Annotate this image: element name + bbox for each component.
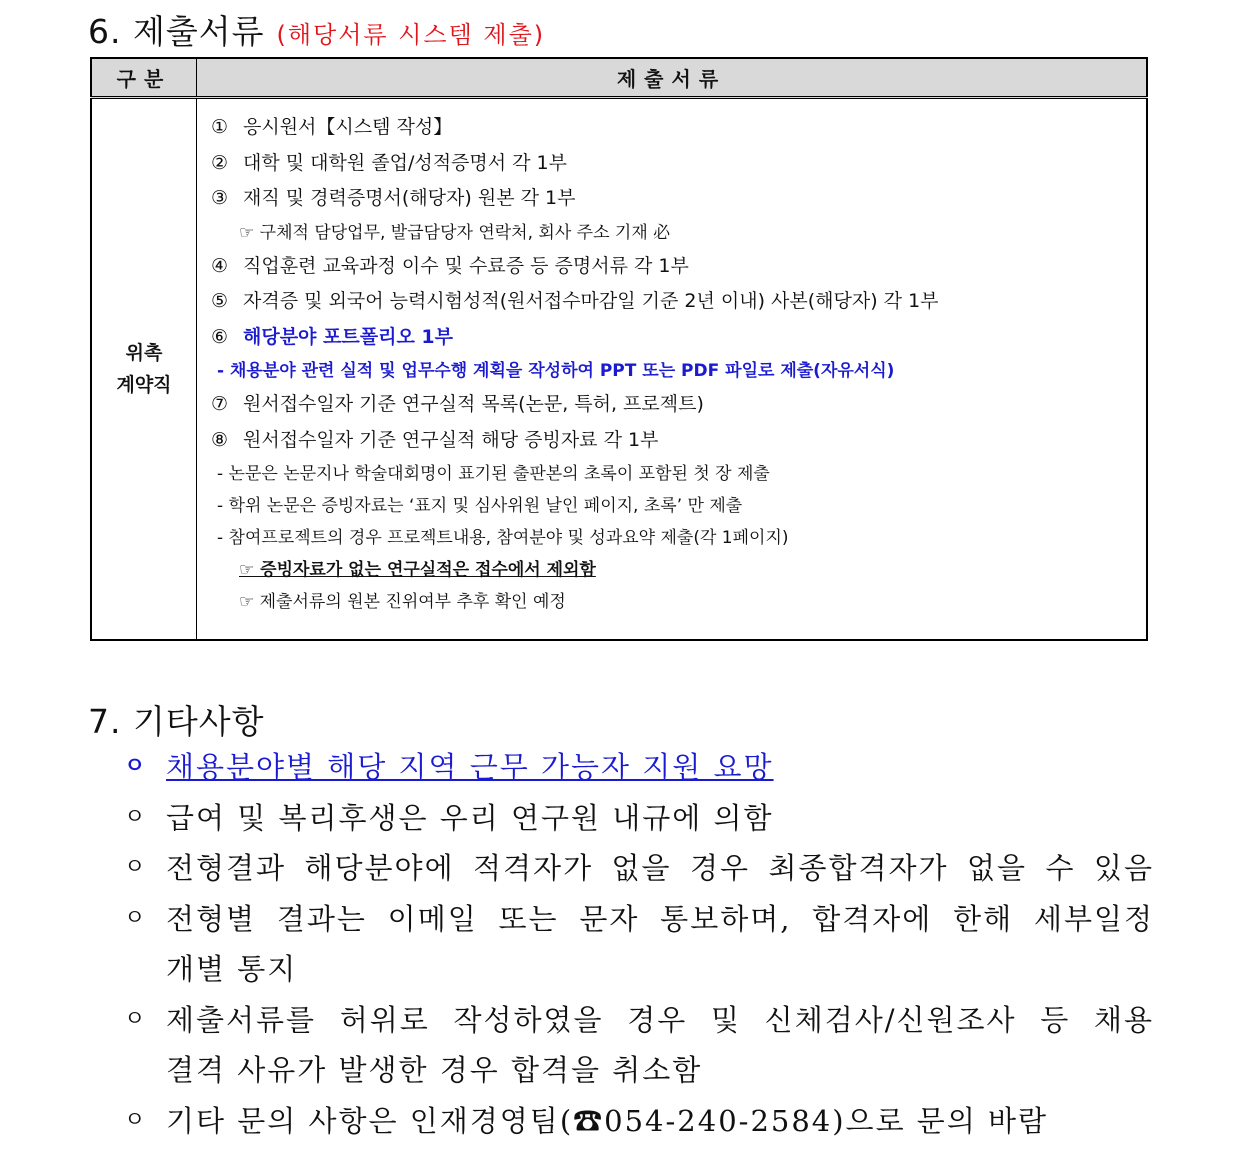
doc-item-5: ⑤ 자격증 및 외국어 능력시험성적(원서접수마감일 기준 2년 이내) 사본(해당자) 각 1부 [211, 290, 939, 312]
section6-subtitle: (해당서류 시스템 제출) [276, 21, 546, 49]
documents-table [90, 57, 1148, 641]
col-header-documents: 제출서류 [197, 58, 1148, 98]
doc-item-8: ⑧ 원서접수일자 기준 연구실적 해당 증빙자료 각 1부 [211, 428, 659, 451]
col-header-category: 구분 [91, 58, 197, 98]
category-cell [91, 98, 197, 641]
list-item: ㅇ 전형결과 해당분야에 적격자가 없을 경우 최종합격자가 없을 수 있음 [124, 851, 1154, 885]
doc-note-3: ☞ 제출서류의 원본 진위여부 추후 확인 예정 [239, 592, 566, 612]
doc-item-2: ② 대학 및 대학원 졸업/성적증명서 각 1부 [211, 151, 567, 174]
doc-note-1: ☞ 구체적 담당업무, 발급담당자 연락처, 회사 주소 기재 必 [239, 222, 671, 243]
doc-item-6: ⑥ 해당분야 포트폴리오 1부 [211, 325, 453, 348]
category-line2: 계약직 [116, 374, 172, 396]
other-notes-list [124, 742, 1154, 1146]
section6-heading [88, 6, 545, 53]
doc-note-2: ☞ 증빙자료가 없는 연구실적은 접수에서 제외함 [239, 560, 596, 580]
doc-item-4: ④ 직업훈련 교육과정 이수 및 수료증 등 증명서류 각 1부 [211, 254, 689, 277]
doc-item-1: ① 응시원서【시스템 작성】 [211, 116, 453, 138]
list-item: ㅇ 제출서류를 허위로 작성하였을 경우 및 신체검사/신원조사 등 채용 [124, 1002, 1154, 1037]
documents-cell [197, 98, 1148, 641]
section6-title: 6. 제출서류 [88, 12, 265, 51]
list-item-continuation: 개별 통지 [166, 952, 298, 986]
table-header-row [91, 58, 1147, 98]
doc-dash-4: - 참여프로젝트의 경우 프로젝트내용, 참여분야 및 성과요약 제출(각 1페이지) [217, 528, 789, 548]
doc-dash-2: - 논문은 논문지나 학술대회명이 표기된 출판본의 초록이 포함된 첫 장 제출 [217, 464, 770, 484]
list-item: ㅇ 채용분야별 해당 지역 근무 가능자 지원 요망 [124, 750, 774, 784]
list-item-continuation: 결격 사유가 발생한 경우 합격을 취소함 [166, 1053, 703, 1087]
doc-item-3: ③ 재직 및 경력증명서(해당자) 원본 각 1부 [211, 187, 576, 209]
doc-dash-1: - 채용분야 관련 실적 및 업무수행 계획을 작성하여 PPT 또는 PDF 파일로 제출(자유서식) [217, 361, 895, 381]
list-item: ㅇ 급여 및 복리후생은 우리 연구원 내규에 의함 [124, 800, 774, 835]
list-item: ㅇ 전형별 결과는 이메일 또는 문자 통보하며, 합격자에 한해 세부일정 [124, 901, 1154, 936]
category-line1: 위촉 [125, 342, 163, 364]
doc-dash-3: - 학위 논문은 증빙자료는 ‘표지 및 심사위원 날인 페이지, 초록’ 만 제출 [217, 496, 743, 516]
table-row [91, 98, 1147, 641]
doc-item-7: ⑦ 원서접수일자 기준 연구실적 목록(논문, 특허, 프로젝트) [211, 393, 704, 415]
list-item: ㅇ 기타 문의 사항은 인재경영팀(☎054-240-2584)으로 문의 바람 [124, 1103, 1049, 1138]
section7-title: 7. 기타사항 [88, 702, 265, 741]
